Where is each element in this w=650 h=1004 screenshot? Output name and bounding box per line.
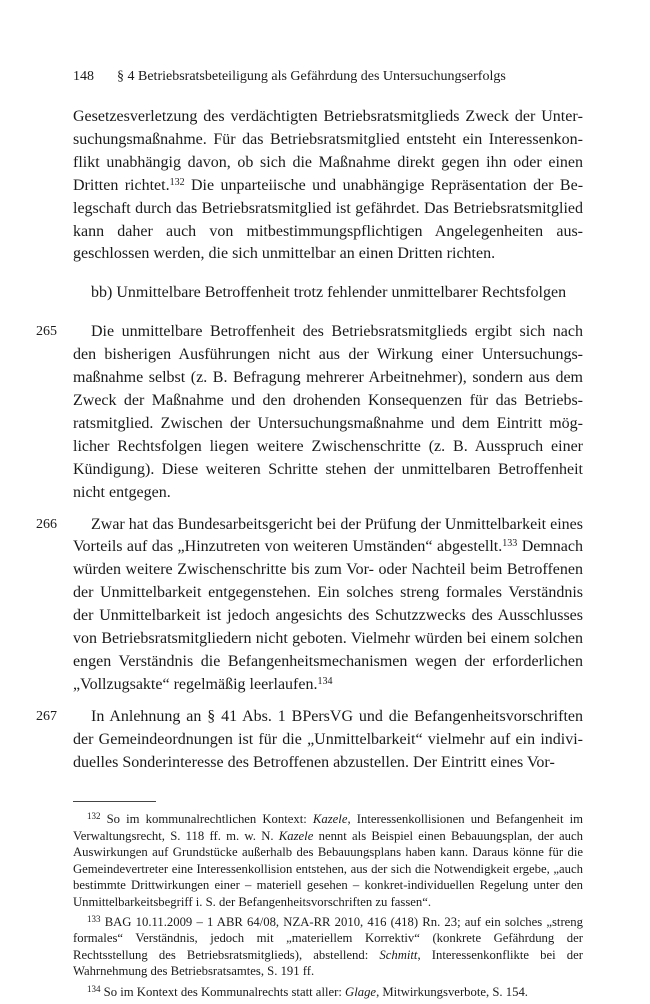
running-head — [73, 68, 583, 86]
text-run: Gesetzesverletzung des verdächtigten Betriebsratsmitglieds Zweck der Untersuchungsmaßnahme. Für das Betriebsratsmitglied entsteht ein Interessenkonflikt unabhängig davon, ob sich die Maßnahme direkt gegen ihn oder einen Dritten richtet. — [73, 108, 583, 194]
continuation-paragraph — [73, 106, 583, 266]
margin-number: 265 — [36, 324, 57, 340]
footnote-number: 132 — [87, 811, 101, 822]
paragraph-267 — [36, 706, 583, 775]
running-head-title: § 4 Betriebsratsbeteiligung als Gefährdung des Untersuchungserfolgs — [117, 69, 506, 84]
paragraph-text: Die unmittelbare Betroffenheit des Betriebsratsmitglieds ergibt sich nach den bisherigen Ausführungen nicht aus der Wirkung einer Untersuchungsmaßnahme selbst (z. B. Befragung mehrerer Arbeitnehmer), sondern aus dem Zweck der Maßnahme und den drohenden Konsequenzen für das Betriebsratsmitglied. Zwischen der Untersuchungsmaßnahme und dem Eintritt möglicher Rechtsfolgen liegen weitere Zwischenschritte (z. B. Ausspruch einer Kündigung). Diese weiteren Schritte stehen der unmittelbaren Betroffenheit nicht entgegen. — [73, 323, 583, 501]
margin-number: 266 — [36, 516, 57, 532]
paragraph-text: In Anlehnung an § 41 Abs. 1 BPersVG und die Befangenheitsvorschriften der Gemeindeordnungen ist für die „Unmittelbarkeit“ vielmehr auf ein individuelles Sonderinteresse des Betroffenen abzustellen. Der Eintritt eines Vor- — [73, 707, 583, 771]
text-run: BAG 10.11.2009 – 1 ABR 64/08, NZA-RR 2010, 416 (418) Rn. 23; auf ein solches „streng formales“ Verständnis, jedoch mit „materiellem Korrektiv“ (konkrete Gefährdung der Rechtsstellung des Betriebsratsmitglieds), abstellend: — [73, 914, 583, 962]
footnote-134 — [73, 984, 583, 1000]
text-run: , Mitwirkungsverbote, S. 154. — [376, 984, 528, 999]
footnote-ref-134[interactable]: 134 — [317, 675, 333, 687]
footnote-ref-133[interactable]: 133 — [502, 538, 518, 550]
paragraph-265 — [36, 321, 583, 504]
text-run: , Interessenkollisionen und Befangenheit im Verwaltungsrecht, S. 118 ff. m. w. N. — [73, 812, 583, 843]
paragraph-text — [73, 514, 583, 697]
footnote-divider — [73, 801, 156, 802]
section-heading: bb) Unmittelbare Betroffenheit trotz fehlender unmittelbarer Rechtsfolgen — [91, 284, 567, 302]
author-name: Kazele — [312, 812, 348, 827]
footnote-133 — [73, 914, 583, 980]
text-run: Zwar hat das Bundesarbeitsgericht bei der Prüfung der Unmittelbarkeit eines Vorteils auf das „Hinzutreten von weiteren Umständen“ abgestellt. — [73, 515, 583, 556]
text-run: , Interessenkonflikte bei der Wahrnehmung des Betriebsratsamtes, S. 191 ff. — [73, 947, 583, 979]
text-run: Demnach würden weitere Zwischenschritte bis zum Vor- oder Nachteil beim Betroffenen der Unmittelbarkeit entgegenstehen. Ein solches streng formales Verständnis der Unmittelbarkeit ist jedoch angesichts des Schutzzwecks des Ausschlusses von Betriebsratsmitgliedern nicht geboten. Vielmehr würden bei einem solchen engen Verständnis die Befangenheitsmechanismen wegen der erforderlichen „Vollzugsakte“ regelmäßig leerlaufen. — [73, 538, 584, 693]
book-page — [36, 68, 584, 1004]
author-name: Kazele — [278, 828, 314, 843]
author-name: Schmitt — [379, 947, 418, 962]
footnote-number: 133 — [87, 913, 101, 924]
author-name: Glage — [345, 984, 377, 999]
footnote-ref-132[interactable]: 132 — [169, 176, 185, 188]
footnote-132 — [73, 811, 583, 909]
page-number: 148 — [73, 69, 94, 84]
text-run: So im kommunalrechtlichen Kontext: — [106, 812, 313, 827]
paragraph-266 — [36, 514, 584, 697]
text-run: So im Kontext des Kommunalrechts statt aller: — [103, 984, 346, 999]
text-run: nennt als Beispiel einen Bebauungsplan, der auch Auswirkungen auf Grundstücke außerhalb des Bebauungsplans haben kann. Daraus könne für die Gemeindevertreter eine Interessenkollision entstehen, aus der sich die Notwendigkeit ergebe, „auch bestimmte Drittwirkungen einer – materiell gesehen – konkret-individuellen Regelung unter den Unmittelbarkeitsbegriff i. S. der Befangenheitsvorschriften zu fassen“. — [73, 828, 583, 909]
margin-number: 267 — [36, 708, 57, 724]
footnote-number: 134 — [87, 983, 101, 994]
text-run: Die unparteiische und unabhängige Repräsentation der Belegschaft durch das Betriebsratsmitglied ist gefährdet. Das Betriebsratsmitglied kann daher auch von mitbestimmungspflichtigen Angelegenheiten ausgeschlossen werden, die sich unmittelbar an einen Dritten richten. — [73, 176, 584, 263]
